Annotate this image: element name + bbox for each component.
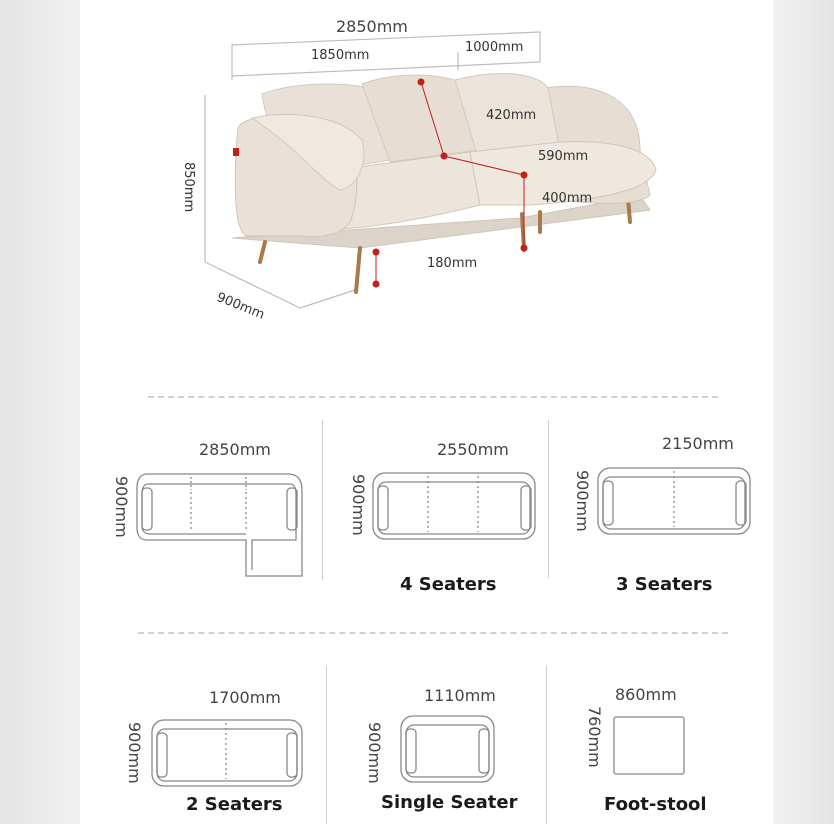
dim-total-length: 2850mm [336,17,408,36]
variant-2850-width: 2850mm [199,440,271,459]
variant-1700-depth: 900mm [125,722,144,784]
plan-2-seater [152,720,302,786]
variant-2550-width: 2550mm [437,440,509,459]
variant-foot-stool-label: Foot-stool [604,794,707,815]
dim-height: 850mm [181,162,196,213]
plan-4-seater [373,473,535,539]
dim-seat-depth: 590mm [538,149,589,164]
dim-section-left: 1850mm [311,48,370,63]
variant-2-seaters-label: 2 Seaters [186,794,283,815]
variant-2150-depth: 900mm [573,470,592,532]
dim-depth: 900mm [214,290,267,323]
dim-section-right: 1000mm [465,40,524,55]
dim-leg-height: 180mm [427,256,478,271]
variant-1110-width: 1110mm [424,686,496,705]
dim-seat-height: 400mm [542,191,593,206]
variant-1110-depth: 900mm [365,722,384,784]
variant-1700-width: 1700mm [209,688,281,707]
variant-3-seaters-label: 3 Seaters [616,574,713,595]
variant-4-seaters-label: 4 Seaters [400,574,497,595]
plan-3-seater [598,468,750,534]
variant-footstool-width: 860mm [615,685,677,704]
plan-sectional-2850 [137,474,302,576]
variant-footstool-depth: 760mm [585,706,604,768]
variant-2550-depth: 900mm [349,474,368,536]
variant-single-seater-label: Single Seater [381,792,518,813]
plan-single-seater [401,716,494,782]
dim-back-height: 420mm [486,108,537,123]
variant-2850-depth: 900mm [112,476,131,538]
variant-2150-width: 2150mm [662,434,734,453]
plan-foot-stool [614,717,684,774]
